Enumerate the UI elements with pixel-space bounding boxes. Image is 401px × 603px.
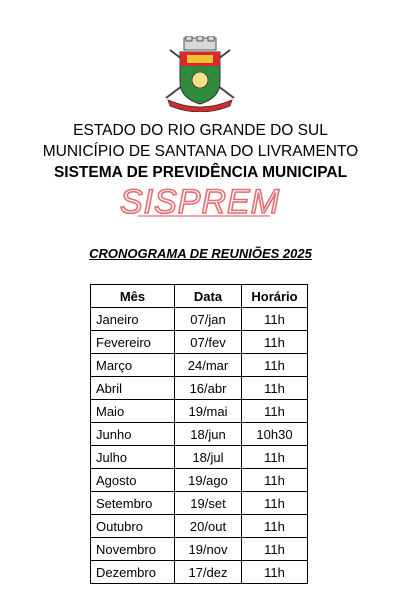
table-row bbox=[91, 469, 308, 492]
table-row bbox=[91, 492, 308, 515]
table-header-row bbox=[91, 285, 308, 308]
time-cell: 11h bbox=[242, 561, 308, 584]
table-row bbox=[91, 354, 308, 377]
date-cell: 07/jan bbox=[175, 308, 242, 331]
table-row bbox=[91, 400, 308, 423]
table-row bbox=[91, 538, 308, 561]
month-cell: Outubro bbox=[91, 515, 175, 538]
table-row bbox=[91, 515, 308, 538]
table-row bbox=[91, 308, 308, 331]
month-cell: Maio bbox=[91, 400, 175, 423]
time-cell: 11h bbox=[242, 331, 308, 354]
month-cell: Julho bbox=[91, 446, 175, 469]
time-cell: 11h bbox=[242, 469, 308, 492]
time-cell: 11h bbox=[242, 377, 308, 400]
institution-name: SISTEMA DE PREVIDÊNCIA MUNICIPAL bbox=[53, 164, 348, 181]
svg-text:SISPREM: SISPREM bbox=[120, 183, 280, 219]
municipality-name: MUNICÍPIO DE SANTANA DO LIVRAMENTO bbox=[42, 143, 359, 160]
date-cell: 24/mar bbox=[175, 354, 242, 377]
date-cell: 16/abr bbox=[175, 377, 242, 400]
state-name: ESTADO DO RIO GRANDE DO SUL bbox=[73, 122, 328, 139]
table-row bbox=[91, 377, 308, 400]
column-header: Data bbox=[175, 285, 242, 308]
time-cell: 11h bbox=[242, 446, 308, 469]
schedule-title: CRONOGRAMA DE REUNIÕES 2025 bbox=[89, 246, 312, 261]
date-cell: 18/jul bbox=[175, 446, 242, 469]
month-cell: Novembro bbox=[91, 538, 175, 561]
date-cell: 19/nov bbox=[175, 538, 242, 561]
time-cell: 11h bbox=[242, 308, 308, 331]
time-cell: 11h bbox=[242, 400, 308, 423]
month-cell: Abril bbox=[91, 377, 175, 400]
date-cell: 19/set bbox=[175, 492, 242, 515]
date-cell: 19/ago bbox=[175, 469, 242, 492]
date-cell: 20/out bbox=[175, 515, 242, 538]
table-row bbox=[91, 561, 308, 584]
meeting-schedule-table bbox=[90, 284, 308, 584]
table-row bbox=[91, 331, 308, 354]
coat-of-arms-icon bbox=[160, 36, 240, 112]
date-cell: 19/mai bbox=[175, 400, 242, 423]
table-row bbox=[91, 446, 308, 469]
date-cell: 18/jun bbox=[175, 423, 242, 446]
month-cell: Agosto bbox=[91, 469, 175, 492]
month-cell: Fevereiro bbox=[91, 331, 175, 354]
column-header: Horário bbox=[242, 285, 308, 308]
month-cell: Janeiro bbox=[91, 308, 175, 331]
time-cell: 11h bbox=[242, 492, 308, 515]
sisprem-logo bbox=[120, 183, 280, 219]
month-cell: Junho bbox=[91, 423, 175, 446]
date-cell: 07/fev bbox=[175, 331, 242, 354]
month-cell: Setembro bbox=[91, 492, 175, 515]
time-cell: 11h bbox=[242, 515, 308, 538]
time-cell: 11h bbox=[242, 538, 308, 561]
date-cell: 17/dez bbox=[175, 561, 242, 584]
table-row bbox=[91, 423, 308, 446]
time-cell: 10h30 bbox=[242, 423, 308, 446]
time-cell: 11h bbox=[242, 354, 308, 377]
column-header: Mês bbox=[91, 285, 175, 308]
month-cell: Março bbox=[91, 354, 175, 377]
month-cell: Dezembro bbox=[91, 561, 175, 584]
